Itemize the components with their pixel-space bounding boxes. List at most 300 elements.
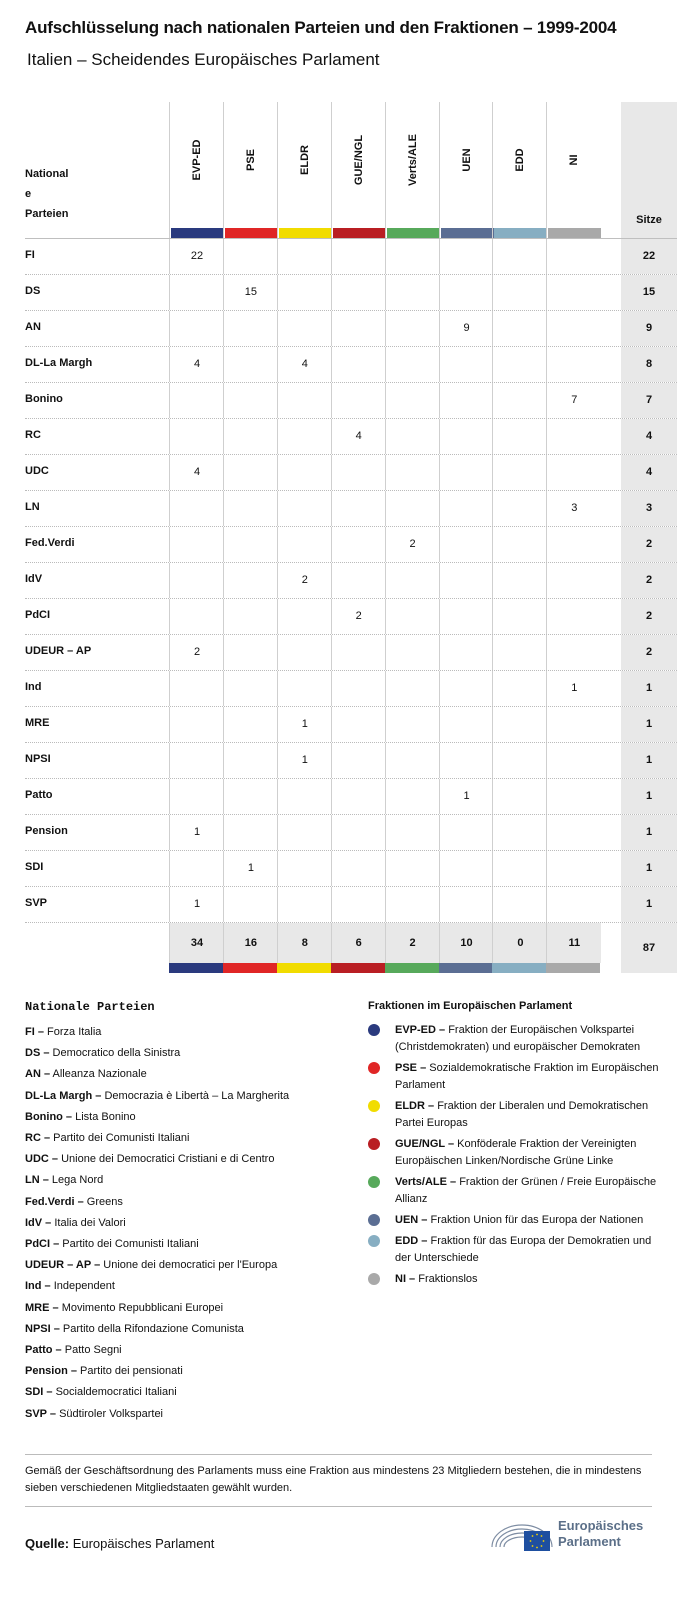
column-total: 11	[546, 923, 601, 963]
seat-cell	[169, 599, 224, 634]
seat-cell	[223, 347, 278, 382]
seat-cell	[439, 743, 494, 778]
seat-cell	[439, 563, 494, 598]
group-column-header	[331, 102, 386, 238]
legend-abbr: Pension –	[25, 1365, 77, 1378]
party-name: IdV	[25, 573, 43, 585]
seat-cell	[331, 779, 386, 814]
page-subtitle: Italien – Scheidendes Europäisches Parlament	[27, 50, 380, 69]
row-total: 9	[621, 311, 677, 346]
group-color-dot-icon	[368, 1062, 380, 1074]
seat-cell	[277, 779, 332, 814]
legend-name: Konföderale Fraktion der Vereinigten Europäischen Linken/Nordische Grüne Linke	[395, 1138, 637, 1167]
group-color-dot-icon	[368, 1273, 380, 1285]
seat-cell: 2	[277, 563, 332, 598]
legend-name: Südtiroler Volkspartei	[59, 1407, 164, 1420]
seat-cell	[277, 455, 332, 490]
column-total: 6	[331, 923, 386, 963]
party-name: AN	[25, 321, 41, 333]
source-line	[25, 1536, 214, 1551]
seat-cell	[492, 779, 547, 814]
legend-group-item	[368, 1212, 668, 1229]
seat-cell	[385, 887, 440, 922]
seat-cell	[223, 743, 278, 778]
group-column-header	[223, 102, 278, 238]
party-name: UDEUR – AP	[25, 645, 92, 657]
seat-cell: 15	[223, 275, 278, 310]
seat-cell	[223, 491, 278, 526]
row-total: 1	[621, 743, 677, 778]
legend-party-item	[25, 1107, 355, 1128]
legend-abbr: PdCI –	[25, 1238, 60, 1251]
legend-name: Independent	[53, 1280, 115, 1293]
row-total: 1	[621, 779, 677, 814]
seat-cell	[439, 599, 494, 634]
group-column-header	[277, 102, 332, 238]
table-row	[25, 239, 677, 275]
seat-cell: 1	[277, 707, 332, 742]
party-name: DS	[25, 285, 41, 297]
group-color-bar	[441, 228, 494, 238]
legend-name: Forza Italia	[47, 1026, 102, 1038]
seat-cell: 2	[169, 635, 224, 670]
legend-name: Alleanza Nazionale	[52, 1068, 147, 1081]
seat-cell	[385, 563, 440, 598]
legend-name: Democrazia è Libertà – La Margherita	[104, 1089, 290, 1102]
seat-cell	[385, 491, 440, 526]
seat-cell	[223, 419, 278, 454]
party-name: MRE	[25, 717, 50, 729]
row-total: 1	[621, 815, 677, 850]
seat-cell	[546, 635, 601, 670]
table-row	[25, 563, 677, 599]
group-color-bar	[223, 963, 277, 973]
seat-cell	[492, 383, 547, 418]
table-row	[25, 635, 677, 671]
seat-table	[25, 102, 677, 973]
seat-cell	[277, 635, 332, 670]
row-total: 1	[621, 707, 677, 742]
seat-cell: 1	[169, 815, 224, 850]
legend-group-item	[368, 1174, 668, 1208]
legend-abbr: NI –	[395, 1273, 416, 1285]
seat-cell	[223, 779, 278, 814]
legend-name: Unione dei Democratici Cristiani e di Centro	[61, 1153, 275, 1166]
seat-cell	[331, 743, 386, 778]
legend-abbr: PSE –	[395, 1062, 427, 1074]
legend-group-item	[368, 1098, 668, 1132]
table-row	[25, 707, 677, 743]
legend-abbr: LN –	[25, 1174, 49, 1187]
seat-cell	[492, 419, 547, 454]
legend-abbr: NPSI –	[25, 1322, 60, 1335]
party-name: SDI	[25, 861, 44, 873]
seat-cell	[169, 491, 224, 526]
seat-cell	[439, 383, 494, 418]
row-total: 15	[621, 275, 677, 310]
legend-party-item	[25, 1361, 355, 1382]
seat-cell	[492, 707, 547, 742]
seat-cell	[277, 239, 332, 274]
group-color-bar	[439, 963, 493, 973]
seat-cell	[439, 419, 494, 454]
seat-cell: 1	[169, 887, 224, 922]
seat-cell	[385, 779, 440, 814]
seat-cell	[492, 527, 547, 562]
legend-group-item	[368, 1060, 668, 1094]
legend-name: Partito della Rifondazione Comunista	[62, 1322, 244, 1335]
seat-cell	[169, 779, 224, 814]
legend-party-item	[25, 1319, 355, 1340]
party-name: SVP	[25, 897, 48, 909]
legend-name: Movimento Repubblicani Europei	[61, 1301, 224, 1314]
group-code: EDD	[514, 148, 527, 172]
divider	[25, 1454, 652, 1455]
seat-cell	[331, 707, 386, 742]
table-row	[25, 419, 677, 455]
seat-cell	[546, 563, 601, 598]
legend-party-item	[25, 1234, 355, 1255]
seat-cell	[492, 887, 547, 922]
seat-cell	[492, 347, 547, 382]
row-total: 2	[621, 599, 677, 634]
table-row	[25, 347, 677, 383]
legend-group-item	[368, 1271, 668, 1288]
group-color-bar	[171, 228, 224, 238]
seat-cell	[331, 887, 386, 922]
seat-cell	[439, 815, 494, 850]
column-total: 8	[277, 923, 332, 963]
group-column-header	[546, 102, 601, 238]
seat-cell	[385, 635, 440, 670]
seat-cell	[277, 419, 332, 454]
party-name: LN	[25, 501, 40, 513]
legend-abbr: SVP –	[25, 1407, 56, 1420]
party-name: Bonino	[25, 393, 63, 405]
group-color-bar	[385, 963, 439, 973]
column-total: 2	[385, 923, 440, 963]
seat-cell	[169, 743, 224, 778]
seat-cell	[439, 275, 494, 310]
table-row	[25, 383, 677, 419]
party-name: DL-La Margh	[25, 357, 93, 369]
group-code: ELDR	[298, 145, 311, 175]
legend-group-item	[368, 1233, 668, 1267]
legend-party-item	[25, 1192, 355, 1213]
totals-row	[25, 923, 677, 973]
seat-cell	[223, 815, 278, 850]
table-row	[25, 743, 677, 779]
column-total: 0	[492, 923, 547, 963]
legend-abbr: RC –	[25, 1132, 51, 1145]
legend-name: Sozialdemokratische Fraktion im Europäischen Parlament	[395, 1062, 659, 1091]
seat-cell	[385, 383, 440, 418]
seat-cell	[223, 887, 278, 922]
seat-cell	[439, 347, 494, 382]
column-total: 10	[439, 923, 494, 963]
legend-abbr: MRE –	[25, 1301, 59, 1314]
group-color-dot-icon	[368, 1138, 380, 1150]
row-total: 1	[621, 851, 677, 886]
seat-cell	[331, 527, 386, 562]
seat-cell	[546, 599, 601, 634]
legend-party-item	[25, 1255, 355, 1276]
seat-cell	[331, 383, 386, 418]
table-row	[25, 491, 677, 527]
legend-political-groups	[368, 1000, 668, 1292]
seat-cell	[385, 815, 440, 850]
legend-name: Lega Nord	[51, 1174, 104, 1187]
party-column-header: National e Parteien	[25, 168, 69, 220]
legend-abbr: EVP-ED –	[395, 1024, 446, 1036]
row-total: 2	[621, 563, 677, 598]
seat-cell	[277, 275, 332, 310]
seat-cell	[546, 347, 601, 382]
seat-cell	[492, 851, 547, 886]
legend-party-item	[25, 1404, 355, 1425]
seat-cell	[331, 455, 386, 490]
seat-cell	[385, 347, 440, 382]
legend-name: Partito dei pensionati	[80, 1365, 183, 1378]
seat-cell	[277, 887, 332, 922]
seat-cell	[331, 851, 386, 886]
seat-cell	[492, 455, 547, 490]
seat-cell	[546, 779, 601, 814]
table-row	[25, 311, 677, 347]
group-color-bar	[225, 228, 278, 238]
european-parliament-logo	[490, 1515, 660, 1555]
group-color-bar	[169, 963, 223, 973]
legend-party-item	[25, 1276, 355, 1297]
legend-name: Fraktion der Europäischen Volkspartei (Christdemokraten) und europäischer Demokraten	[395, 1024, 641, 1053]
group-code: UEN	[460, 148, 473, 172]
table-row	[25, 599, 677, 635]
legend-party-item	[25, 1149, 355, 1170]
legend-group-item	[368, 1022, 668, 1056]
seat-cell	[385, 743, 440, 778]
group-color-bar	[333, 228, 386, 238]
seat-cell	[385, 275, 440, 310]
row-total: 4	[621, 419, 677, 454]
seat-cell	[331, 311, 386, 346]
seat-cell	[546, 275, 601, 310]
seat-cell	[331, 563, 386, 598]
seat-cell	[385, 707, 440, 742]
seat-cell	[546, 887, 601, 922]
seat-cell	[277, 599, 332, 634]
group-color-bar	[492, 963, 546, 973]
seat-cell: 1	[223, 851, 278, 886]
seat-cell	[331, 491, 386, 526]
table-row	[25, 275, 677, 311]
legend-national-parties	[25, 1000, 355, 1425]
party-name: Fed.Verdi	[25, 537, 75, 549]
seat-cell	[223, 671, 278, 706]
seat-cell: 22	[169, 239, 224, 274]
legend-abbr: DL-La Margh –	[25, 1089, 102, 1102]
legend-name: Partito dei Comunisti Italiani	[53, 1132, 190, 1145]
seat-cell	[439, 707, 494, 742]
page-title: Aufschlüsselung nach nationalen Parteien und den Fraktionen – 1999-2004	[25, 18, 617, 37]
table-row	[25, 851, 677, 887]
legend-party-item	[25, 1213, 355, 1234]
legend-abbr: UDEUR – AP –	[25, 1259, 101, 1272]
seat-cell	[223, 239, 278, 274]
seat-cell	[492, 671, 547, 706]
seat-cell	[223, 635, 278, 670]
seat-cell: 7	[546, 383, 601, 418]
row-total: 7	[621, 383, 677, 418]
legend-abbr: EDD –	[395, 1235, 428, 1247]
group-color-dot-icon	[368, 1214, 380, 1226]
party-name: Ind	[25, 681, 42, 693]
table-row	[25, 815, 677, 851]
seat-cell	[546, 239, 601, 274]
seat-cell	[223, 707, 278, 742]
table-row	[25, 779, 677, 815]
party-name: RC	[25, 429, 41, 441]
row-total: 2	[621, 635, 677, 670]
legend-party-item	[25, 1086, 355, 1107]
seat-cell	[492, 563, 547, 598]
seat-cell: 4	[169, 455, 224, 490]
seat-cell	[492, 491, 547, 526]
group-code: NI	[568, 154, 581, 166]
seat-cell	[546, 419, 601, 454]
party-name: Pension	[25, 825, 68, 837]
legend-abbr: AN –	[25, 1068, 51, 1081]
legend-abbr: Verts/ALE –	[395, 1176, 457, 1188]
seat-cell	[277, 815, 332, 850]
seat-cell	[223, 527, 278, 562]
seat-cell	[546, 743, 601, 778]
group-code: GUE/NGL	[352, 134, 365, 186]
party-name: UDC	[25, 465, 49, 477]
seat-cell: 2	[385, 527, 440, 562]
seat-cell	[439, 527, 494, 562]
column-total: 34	[169, 923, 224, 963]
seat-cell: 1	[277, 743, 332, 778]
seat-cell	[546, 311, 601, 346]
group-column-header	[385, 102, 440, 238]
seat-cell: 1	[439, 779, 494, 814]
seat-cell	[385, 851, 440, 886]
row-total: 4	[621, 455, 677, 490]
row-total: 1	[621, 671, 677, 706]
legend-party-item	[25, 1340, 355, 1361]
group-column-header	[492, 102, 547, 238]
table-row	[25, 527, 677, 563]
seat-cell	[331, 671, 386, 706]
legend-abbr: Patto –	[25, 1344, 62, 1357]
seat-cell	[223, 311, 278, 346]
legend-party-item	[25, 1298, 355, 1319]
legend-party-item	[25, 1382, 355, 1403]
group-color-bar	[546, 963, 600, 973]
seat-cell	[492, 275, 547, 310]
party-name: FI	[25, 249, 35, 261]
group-color-bar	[279, 228, 332, 238]
legend-name: Partito dei Comunisti Italiani	[62, 1238, 199, 1251]
table-header	[25, 102, 677, 239]
legend-abbr: SDI –	[25, 1386, 53, 1399]
group-color-dot-icon	[368, 1176, 380, 1188]
seat-cell	[169, 419, 224, 454]
row-total: 1	[621, 887, 677, 922]
legend-party-item	[25, 1022, 355, 1043]
legend-name: Fraktion der Grünen / Freie Europäische Allianz	[395, 1176, 657, 1205]
seat-cell	[439, 239, 494, 274]
seat-cell: 1	[546, 671, 601, 706]
legend-name: Italia dei Valori	[54, 1216, 126, 1229]
table-row	[25, 671, 677, 707]
source-label: Quelle:	[25, 1536, 70, 1551]
group-code: EVP-ED	[191, 139, 203, 181]
group-color-bar	[277, 963, 331, 973]
legend-party-item	[25, 1043, 355, 1064]
seat-cell	[331, 815, 386, 850]
seat-cell	[546, 455, 601, 490]
seat-cell	[546, 815, 601, 850]
seat-cell	[385, 455, 440, 490]
seat-cell	[385, 239, 440, 274]
legend-abbr: GUE/NGL –	[395, 1138, 455, 1150]
seat-cell	[331, 635, 386, 670]
legend-abbr: Ind –	[25, 1280, 51, 1293]
legend-parties-heading: Nationale Parteien	[25, 1000, 155, 1014]
legend-name: Democratico della Sinistra	[52, 1047, 181, 1060]
legend-abbr: ELDR –	[395, 1100, 435, 1112]
footnote: Gemäß der Geschäftsordnung des Parlaments muss eine Fraktion aus mindestens 23 Mitgliedern bestehen, die in mindestens sieben verschiedenen Mitgliedstaaten gewählt wurden.	[25, 1465, 642, 1494]
seat-cell	[277, 671, 332, 706]
seat-cell	[169, 563, 224, 598]
seat-cell	[492, 311, 547, 346]
seat-cell	[331, 239, 386, 274]
table-row	[25, 887, 677, 923]
seat-cell: 9	[439, 311, 494, 346]
seat-cell	[223, 599, 278, 634]
legend-name: Socialdemocratici Italiani	[55, 1386, 177, 1399]
seat-cell	[169, 851, 224, 886]
seat-cell	[492, 815, 547, 850]
divider	[25, 1506, 652, 1507]
seat-cell	[169, 383, 224, 418]
seat-cell	[169, 275, 224, 310]
group-color-bar	[494, 228, 547, 238]
legend-parties-list	[25, 1022, 355, 1425]
group-column-header	[169, 102, 224, 238]
legend-name: Fraktionslos	[418, 1273, 478, 1285]
seat-cell	[546, 527, 601, 562]
legend-name: Lista Bonino	[75, 1110, 136, 1123]
legend-abbr: DS –	[25, 1047, 50, 1060]
group-color-dot-icon	[368, 1100, 380, 1112]
seat-cell	[331, 347, 386, 382]
party-name: NPSI	[25, 753, 51, 765]
group-code: PSE	[244, 148, 257, 172]
seat-cell	[277, 491, 332, 526]
seat-cell	[439, 851, 494, 886]
seat-cell	[277, 527, 332, 562]
seat-cell	[492, 743, 547, 778]
seat-cell	[439, 455, 494, 490]
grand-total: 87	[621, 923, 677, 973]
seat-cell	[223, 563, 278, 598]
seat-cell	[439, 635, 494, 670]
legend-name: Greens	[86, 1195, 123, 1208]
seat-cell	[223, 455, 278, 490]
seat-cell	[277, 311, 332, 346]
